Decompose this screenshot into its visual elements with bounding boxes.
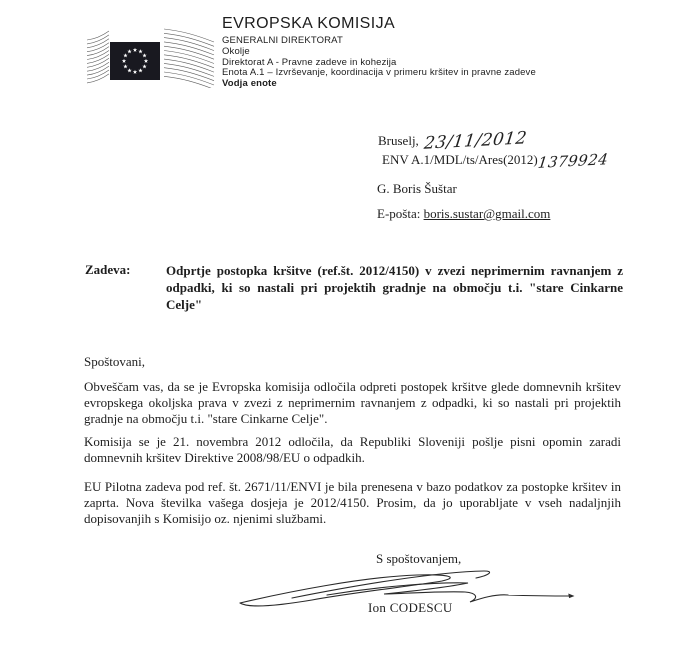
paragraph-2: Komisija se je 21. novembra 2012 odločila, da Republiki Sloveniji pošlje pisni opomin zaradi domnevnih kršitev Direktive 2008/98/EU o odpadkih.	[84, 434, 621, 466]
email-line	[377, 206, 550, 222]
paragraph-3: EU Pilotna zadeva pod ref. št. 2671/11/ENVI je bila prenesena v bazo podatkov za postopke kršitev in zaprta. Nova številka vašega dosjeja je 2012/4150. Prosim, da jo uporabljate v vseh nadaljnjih dopisovanjih s Komisijo oz. njenimi službami.	[84, 479, 621, 527]
email-label: E-pošta:	[377, 206, 424, 221]
org-name: EVROPSKA KOMISIJA	[222, 15, 396, 32]
recipient-name: G. Boris Šuštar	[377, 181, 457, 196]
handwritten-date: 23/11/2012	[422, 128, 529, 154]
salutation: Spoštovani,	[84, 354, 146, 369]
directorate-general: GENERALNI DIREKTORAT	[222, 35, 343, 46]
reference-code: ENV A.1/MDL/ts/Ares(2012)	[382, 152, 538, 167]
email-link[interactable]: boris.sustar@gmail.com	[423, 206, 551, 221]
reference-line	[382, 152, 608, 170]
subject-label: Zadeva:	[85, 262, 131, 277]
place-date-line	[378, 128, 529, 154]
letterhead	[222, 15, 536, 90]
handwritten-ref-number: 1379924	[536, 150, 610, 172]
european-commission-logo	[86, 26, 216, 88]
place-label: Bruselj,	[378, 133, 419, 148]
signer-name: Ion CODESCU	[368, 600, 453, 615]
unit: Enota A.1 – Izvrševanje, koordinacija v primeru kršitev in pravne zadeve	[222, 67, 536, 79]
subject-text: Odprtje postopka kršitve (ref.št. 2012/4150) v zvezi neprimernim ravnanjem z odpadki, ki so nastali pri projektih gradnje na območju t.i. "stare Cinkarne Celje"	[166, 263, 623, 312]
paragraph-1: Obveščam vas, da se je Evropska komisija odločila odpreti postopek kršitve glede domnevnih kršitev evropskega okoljska prava v zvezi z neprimernim ravnanjem z odpadki, ki so nastali pri projektih gradnje na območju t.i. "stare Cinkarne Celje".	[84, 379, 621, 427]
directorate: Direktorat A - Pravne zadeve in kohezija	[222, 56, 397, 68]
head-of-unit: Vodja enote	[222, 78, 277, 90]
building-sketch-left	[87, 31, 109, 83]
eu-flag-icon	[110, 42, 160, 80]
valediction: S spoštovanjem,	[376, 551, 462, 566]
department: Okolje	[222, 45, 250, 57]
building-sketch-right	[164, 29, 214, 88]
